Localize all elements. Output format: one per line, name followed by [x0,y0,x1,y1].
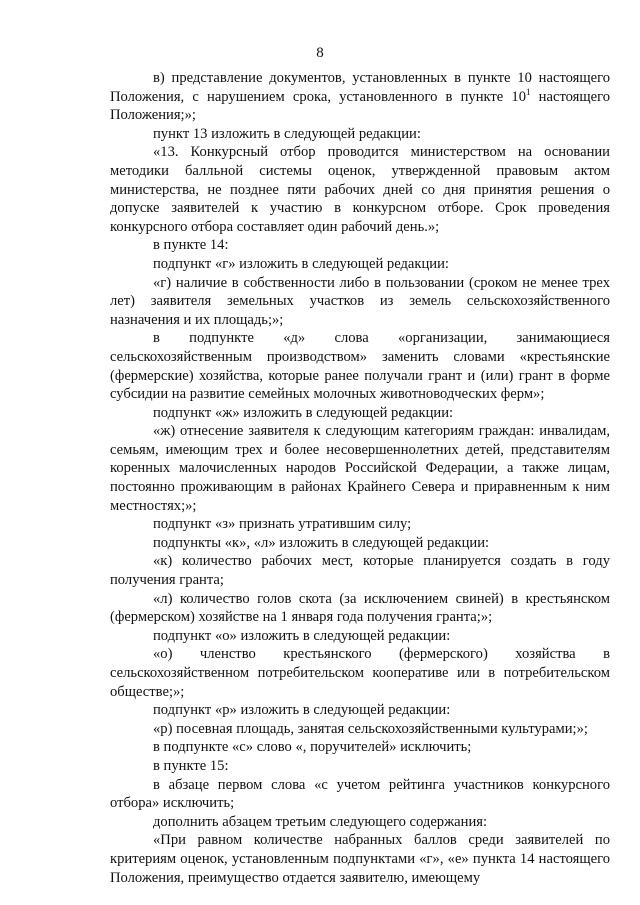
paragraph-14: подпункт «о» изложить в следующей редакции: [153,627,451,644]
paragraph-12: «к) количество рабочих мест, которые планируется создать в году получения гранта; [110,553,610,589]
paragraph-6: «г) наличие в собственности либо в пользовании (сроком не менее трех лет) заявителя земельных участков из земель сельскохозяйственного назначения и их площадь;»; [110,274,610,328]
paragraph-4: в пункте 14: [153,237,229,254]
paragraph-22: «При равном количестве набранных баллов среди заявителей по критериям оценок, установленным подпунктами «г», «е» пункта 14 настоящего Положения, преимущество отдается заявителю, имеющему [110,832,610,886]
document-body [110,69,610,887]
paragraph-1-text: в) представление документов, установленных в пункте 10 настоящего Положения, с нарушением срока, установленного в пункте 10 [110,70,610,105]
paragraph-18: в подпункте «с» слово «, поручителей» исключить; [153,739,472,756]
paragraph-2: пункт 13 изложить в следующей редакции: [153,125,421,142]
paragraph-11: подпункты «к», «л» изложить в следующей редакции: [153,534,490,551]
paragraph-1-tail: настоящего Положения;»; [110,88,610,124]
paragraph-8: подпункт «ж» изложить в следующей редакции: [153,404,454,421]
paragraph-15: «о) членство крестьянского (фермерского) хозяйства в сельскохозяйственном потребительском кооперативе или в потребительском обществе;»; [110,646,610,700]
paragraph-9: «ж) отнесение заявителя к следующим категориям граждан: инвалидам, семьям, имеющим трех и более несовершеннолетних детей, представителям коренных малочисленных народов Российской Федерации, а также лицам, постоянно проживающим в районах Крайнего Севера и приравненным к ним местностях;»; [110,423,610,514]
paragraph-5: подпункт «г» изложить в следующей редакции: [153,255,449,272]
paragraph-21: дополнить абзацем третьим следующего содержания: [153,813,488,830]
paragraph-20: в абзаце первом слова «с учетом рейтинга участников конкурсного отбора» исключить; [110,776,610,812]
paragraph-1 [110,69,610,125]
paragraph-7: в подпункте «д» слова «организации, занимающиеся сельскохозяйственным производством» заменить словами «крестьянские (фермерские) хозяйства, которые ранее получали грант и (или) грант в форме субсидии на развитие семейных молочных животноводческих ферм»; [110,330,610,403]
paragraph-10: подпункт «з» признать утратившим силу; [153,516,412,533]
page-number: 8 [316,45,324,61]
paragraph-3: «13. Конкурсный отбор проводится министерством на основании методики балльной системы оценок, утвержденной правовым актом министерства, не позднее пяти рабочих дней со дня принятия решения о допуске заявителей к участию в конкурсном отборе. Срок проведения конкурсного отбора составляет один рабочий день.»; [110,144,610,235]
paragraph-13: «л) количество голов скота (за исключением свиней) в крестьянском (фермерском) хозяйстве на 1 января года получения гранта;»; [110,590,610,626]
paragraph-19: в пункте 15: [153,757,229,774]
paragraph-16: подпункт «р» изложить в следующей редакции: [153,702,451,719]
paragraph-1-superscript: 1 [526,86,531,97]
paragraph-17: «р) посевная площадь, занятая сельскохозяйственными культурами;»; [153,720,588,737]
